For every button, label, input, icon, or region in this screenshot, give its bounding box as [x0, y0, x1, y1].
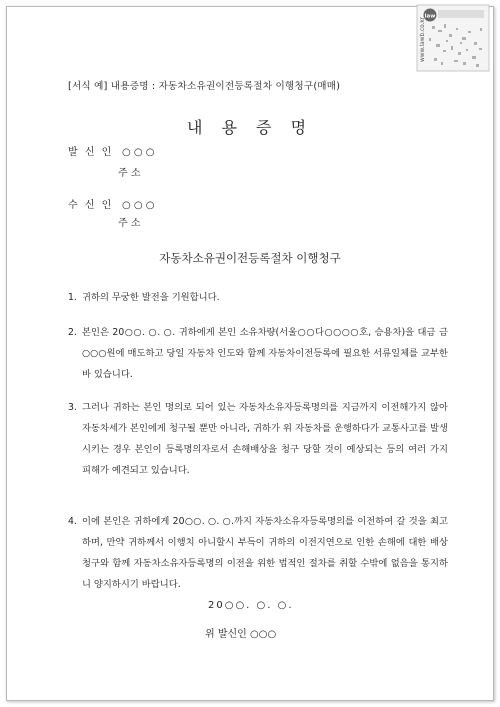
recipient-label: 수 신 인 [68, 200, 114, 211]
sender-name: ○ ○ ○ [122, 147, 155, 158]
paragraph-number: 4. [68, 516, 77, 527]
recipient-address-label: 주 소 [118, 218, 141, 229]
paragraph-text: 본인은 20○○. ○. ○. 귀하에게 본인 소유차량(서울○○다○○○○호, 승용차)을 대금 금○○○원에 매도하고 당일 자동차 인도와 함께 자동차이전등록에 필요한 서류일체를 교부한 바 있습니다. [82, 327, 448, 380]
stamp-url: www.lawb.co.kr [420, 16, 426, 62]
signer-line: 위 발신인 ○○○ [205, 629, 277, 640]
document-date: 20○○. ○. ○. [208, 600, 294, 611]
recipient-name: ○ ○ ○ [122, 200, 155, 211]
law-site-stamp [416, 4, 490, 72]
recipient-row [68, 196, 155, 211]
paragraph-text: 귀하의 무궁한 발전을 기원합니다. [82, 292, 220, 303]
paragraph-1 [68, 287, 448, 308]
recipient-address-row [118, 214, 141, 229]
sender-address-row [118, 164, 141, 179]
paragraph-3 [68, 397, 448, 481]
subject-heading: 자동차소유권이전등록절차 이행청구 [159, 251, 341, 265]
sender-label: 발 신 인 [68, 147, 114, 158]
paragraph-number: 3. [68, 402, 77, 413]
svg-text:law: law [424, 13, 436, 20]
paragraph-4 [68, 511, 448, 595]
sender-row [68, 143, 155, 158]
paragraph-number: 1. [68, 292, 77, 303]
paragraph-number: 2. [68, 327, 77, 338]
paragraph-text: 그러나 귀하는 본인 명의로 되어 있는 자동차소유자등록명의를 지금까지 이전해가지 않아 자동차세가 본인에게 청구될 뿐만 아니라, 귀하가 위 자동차를 운행하다가 교통사고를 발생시키는 경우 본인이 등록명의자로서 손해배상을 청구 당할 것이 예상되는 등의 여러 가지 피해가 예견되고 있습니다. [82, 402, 448, 476]
sender-address-label: 주 소 [118, 168, 141, 179]
form-title: [서식 예] 내용증명 : 자동차소유권이전등록절차 이행청구(매매) [68, 81, 341, 92]
paragraph-text: 이에 본인은 귀하에게 20○○. ○. ○.까지 자동차소유자등록명의를 이전하여 갈 것을 최고하며, 만약 귀하께서 이행치 아니할시 부득이 귀하의 이전지연으로 인한 손해에 대한 배상청구와 함께 자동차소유자등록명의 이전을 위한 법적인 절차를 취할 수밖에 없음을 통지하니 양지하시기 바랍니다. [82, 516, 448, 590]
document-title: 내 용 증 명 [186, 118, 314, 137]
paragraph-2 [68, 322, 448, 385]
